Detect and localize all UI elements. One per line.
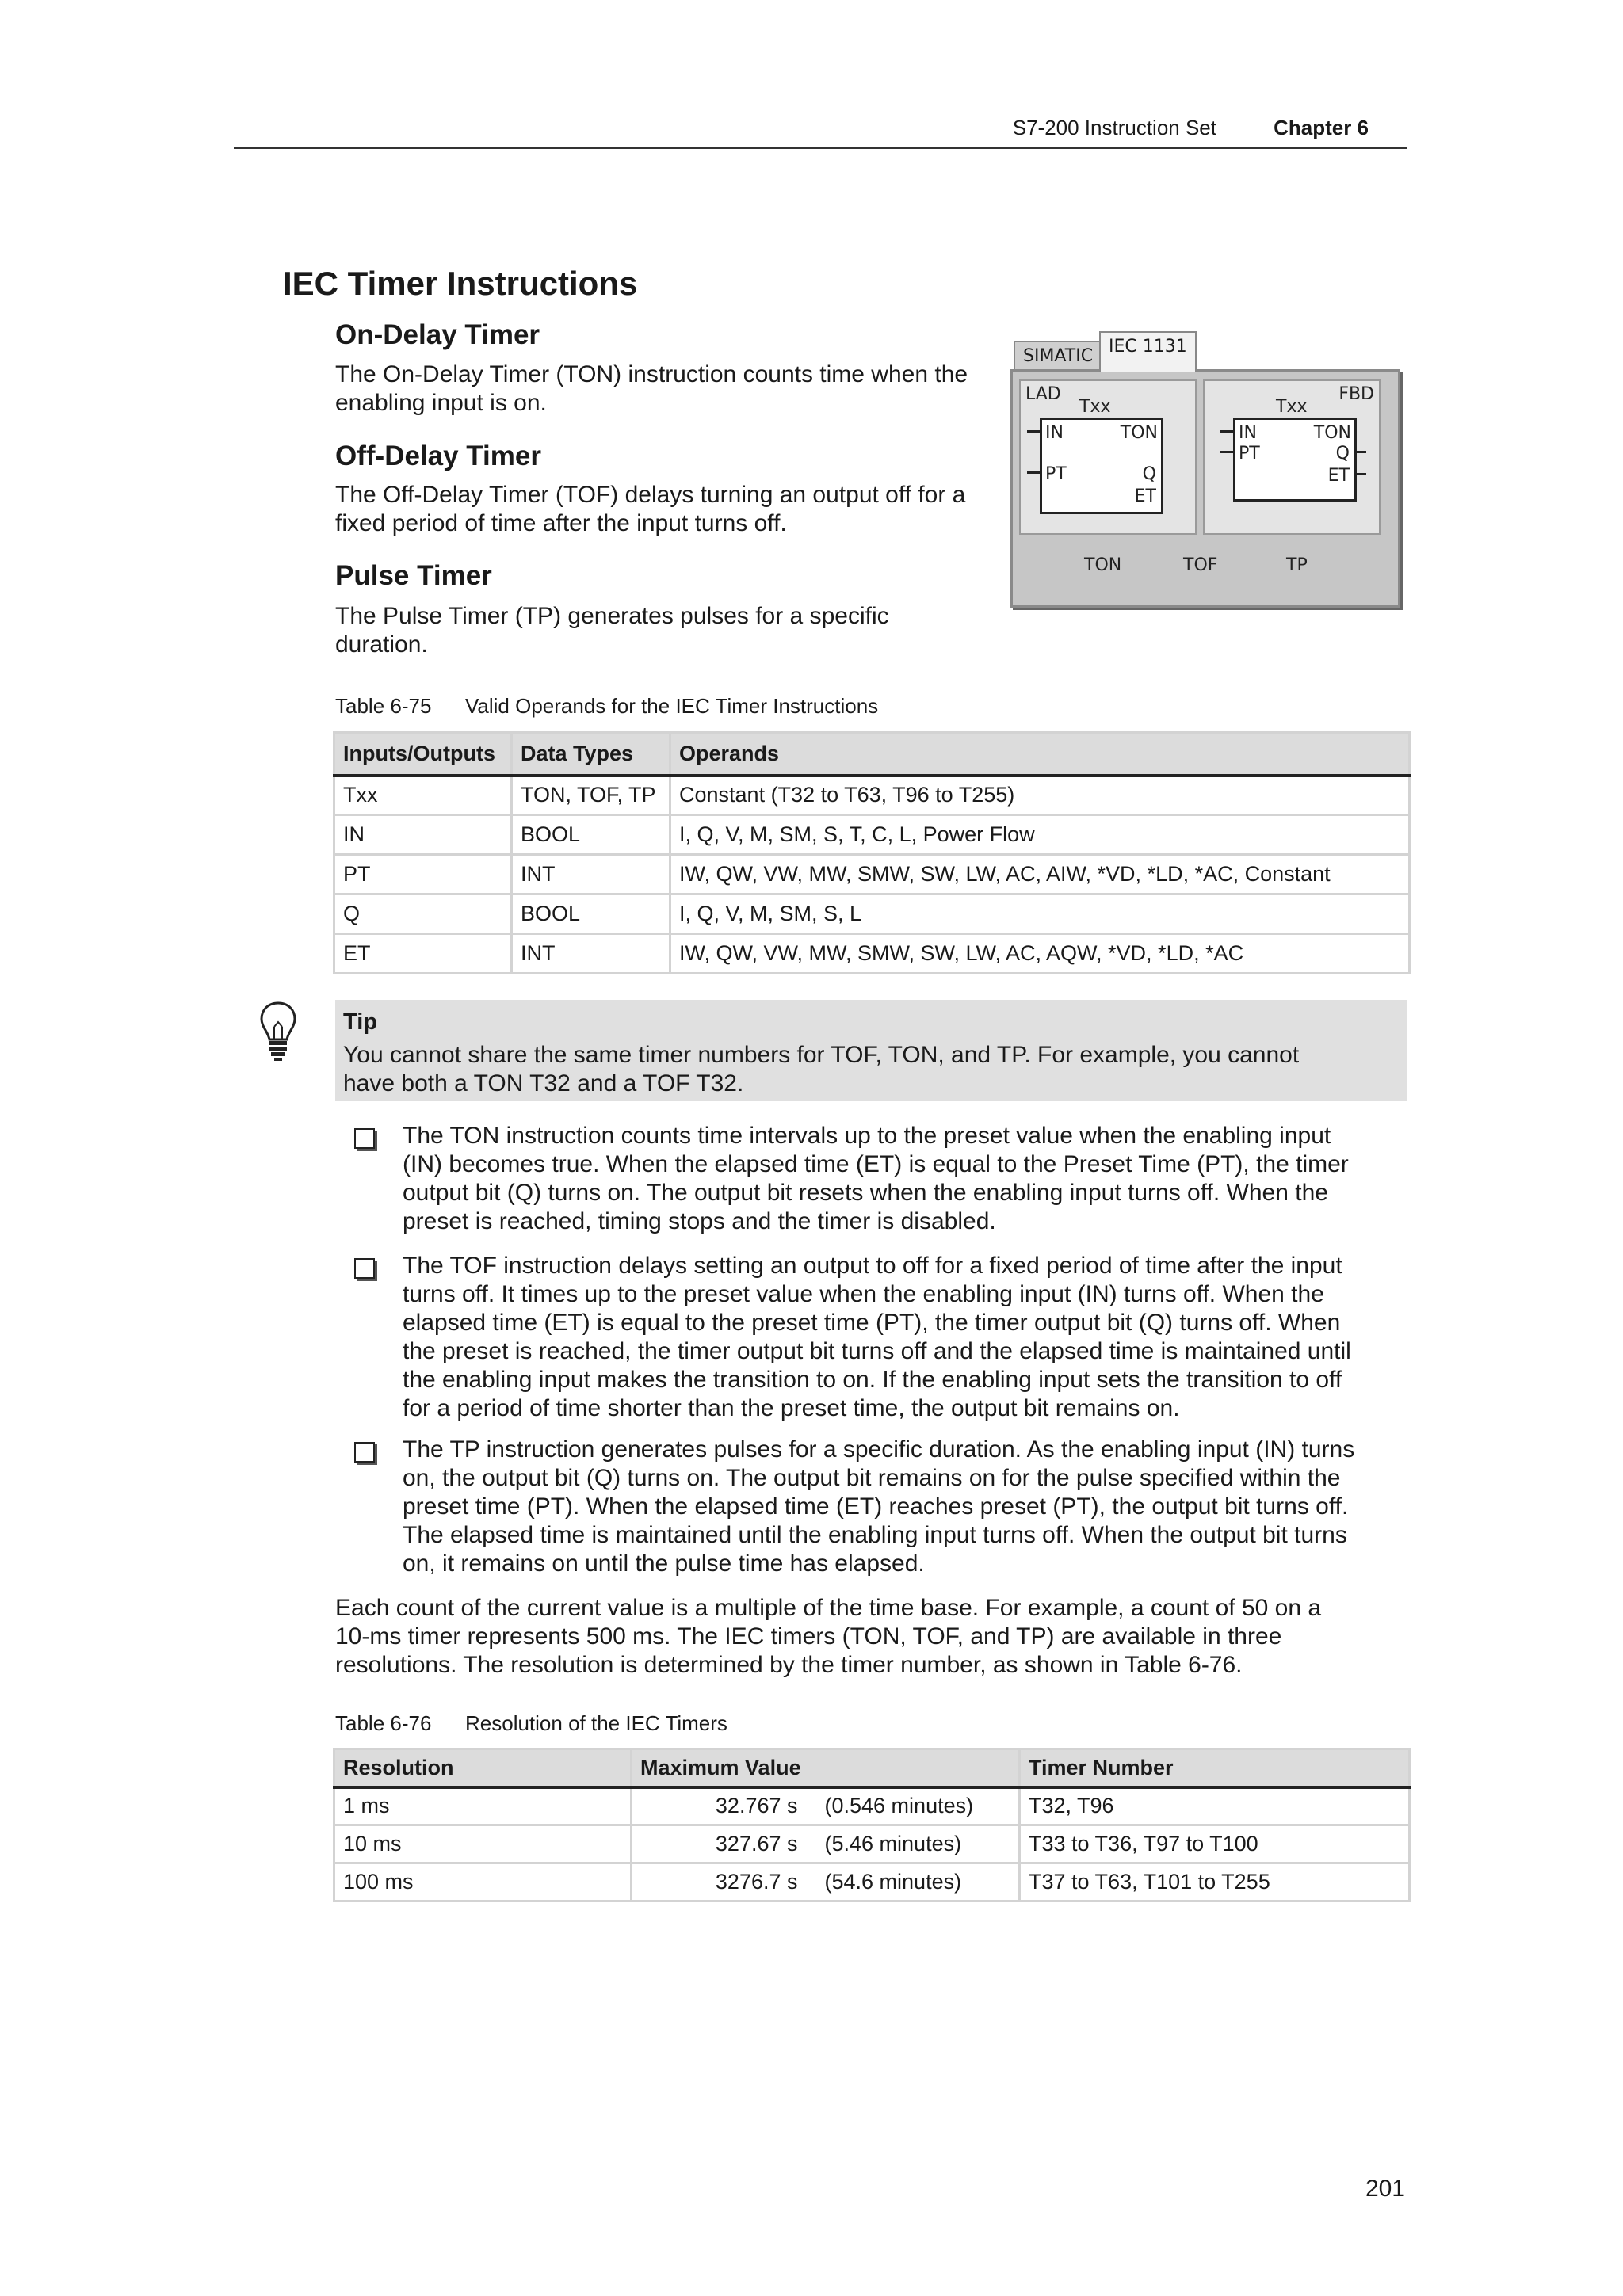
section-text-pulse: The Pulse Timer (TP) generates pulses for a specific duration. — [335, 603, 889, 658]
lad-timer-box — [1040, 418, 1163, 514]
table-cell: T37 to T63, T101 to T255 — [1020, 1863, 1410, 1901]
fbd-timer-box — [1233, 418, 1357, 502]
table-cell: IN — [334, 815, 512, 855]
header-section: S7-200 Instruction Set — [1012, 116, 1216, 139]
lad-type: TON — [1120, 423, 1158, 443]
page-title: IEC Timer Instructions — [283, 265, 638, 302]
table-cell: T33 to T36, T97 to T100 — [1020, 1825, 1410, 1863]
section-text-on-delay: The On-Delay Timer (TON) instruction counts time when the enabling input is on. — [335, 361, 968, 416]
operands-table — [333, 731, 1411, 974]
bullet-checkbox-icon — [354, 1128, 375, 1149]
lad-pin-pt: PT — [1045, 464, 1067, 484]
lad-wire-in — [1027, 430, 1040, 433]
table-cell: IW, QW, VW, MW, SMW, SW, LW, AC, AQW, *VD, *LD, *AC — [670, 934, 1410, 974]
fbd-wire-in — [1220, 430, 1233, 433]
table-cell: 3276.7 s — [632, 1863, 806, 1901]
tip-title: Tip — [343, 1009, 377, 1035]
fbd-timer-name: Txx — [1276, 397, 1308, 417]
bullet-ton: The TON instruction counts time intervals up to the preset value when the enabling input (IN) becomes true. When the elapsed time (ET) is equal to the Preset Time (PT), the timer output bit (Q) turns on. The output bit resets when the enabling input turns off. When the preset is reached, timing stops and the timer is disabled. — [403, 1123, 1349, 1234]
section-heading-off-delay: Off-Delay Timer — [335, 441, 541, 471]
palette-panel — [1010, 369, 1400, 608]
lad-pin-et: ET — [1134, 486, 1156, 506]
table-header-cell: Inputs/Outputs — [334, 733, 512, 776]
instruction-palette — [1010, 331, 1399, 605]
table2-caption: Table 6-76 Resolution of the IEC Timers — [335, 1711, 727, 1735]
table-header-cell: Operands — [670, 733, 1410, 776]
bullet-tof: The TOF instruction delays setting an output to off for a fixed period of time after the input turns off. It times up to the preset value when the enabling input (IN) turns off. When the elapsed time (ET) is equal to the preset time (PT), the timer output bit (Q) turns off. When the preset is reached, the timer output bit turns off and the elapsed time is maintained until the enabling input makes the transition to on. If the enabling input sets the transition to off for a period of time shorter than the preset time, the output bit remains on. — [403, 1253, 1351, 1421]
table-cell: 327.67 s — [632, 1825, 806, 1863]
table-cell: INT — [512, 934, 670, 974]
table-cell: TON, TOF, TP — [512, 776, 670, 815]
table-row — [334, 894, 1410, 934]
table-cell: BOOL — [512, 815, 670, 855]
tab-simatic[interactable]: SIMATIC — [1014, 341, 1102, 372]
table-cell: BOOL — [512, 894, 670, 934]
table-cell: Txx — [334, 776, 512, 815]
table-cell: Q — [334, 894, 512, 934]
lightbulb-icon — [258, 1000, 298, 1063]
table-cell: IW, QW, VW, MW, SMW, SW, LW, AC, AIW, *VD, *LD, *AC, Constant — [670, 855, 1410, 894]
section-text-off-delay: The Off-Delay Timer (TOF) delays turning an output off for a fixed period of time after the input turns off. — [335, 482, 966, 536]
table-cell: 32.767 s — [632, 1787, 806, 1825]
bullet-tp: The TP instruction generates pulses for a specific duration. As the enabling input (IN) turns on, the output bit (Q) turns on. The output bit remains on for the pulse specified within the preset time (PT). When the elapsed time (ET) reaches preset (PT), the output bit turns off. The elapsed time is maintained until the enabling input turns off. When the output bit turns on, it remains on until the pulse time has elapsed. — [403, 1436, 1355, 1577]
table-cell: (54.6 minutes) — [806, 1863, 1020, 1901]
lad-pin-q: Q — [1142, 464, 1156, 484]
fbd-wire-q — [1354, 451, 1366, 453]
table-row — [334, 1825, 1410, 1863]
fbd-pin-pt: PT — [1239, 444, 1260, 463]
table-cell: ET — [334, 934, 512, 974]
tab-iec-1131[interactable]: IEC 1131 — [1099, 331, 1197, 372]
table-cell: 100 ms — [334, 1863, 632, 1901]
resolution-paragraph: Each count of the current value is a multiple of the time base. For example, a count of 50 on a 10-ms timer represents 500 ms. The IEC timers (TON, TOF, and TP) are available in three resolutions. The resolution is determined by the timer number, as shown in Table 6-76. — [335, 1595, 1322, 1678]
tip-box — [335, 1000, 1407, 1101]
table-cell: PT — [334, 855, 512, 894]
table1-caption: Table 6-75 Valid Operands for the IEC Timer Instructions — [335, 694, 879, 718]
lad-pin-in: IN — [1045, 423, 1064, 443]
fbd-view[interactable] — [1203, 379, 1381, 535]
table-row — [334, 1863, 1410, 1901]
table-cell: (5.46 minutes) — [806, 1825, 1020, 1863]
section-heading-on-delay: On-Delay Timer — [335, 319, 540, 350]
table-row — [334, 855, 1410, 894]
lad-wire-pt — [1027, 471, 1040, 474]
table-header-cell: Timer Number — [1020, 1749, 1410, 1787]
table-cell: Constant (T32 to T63, T96 to T255) — [670, 776, 1410, 815]
fbd-wire-et — [1354, 473, 1366, 475]
page-header — [234, 113, 1407, 149]
table-cell: I, Q, V, M, SM, S, L — [670, 894, 1410, 934]
table-header-cell: Maximum Value — [632, 1749, 1020, 1787]
fbd-type: TON — [1313, 423, 1351, 443]
table-cell: (0.546 minutes) — [806, 1787, 1020, 1825]
bullet-checkbox-icon — [354, 1258, 375, 1279]
table-row — [334, 934, 1410, 974]
table-cell: T32, T96 — [1020, 1787, 1410, 1825]
fbd-wire-pt — [1220, 451, 1233, 453]
table-header-row — [334, 733, 1410, 776]
fbd-pin-in: IN — [1239, 423, 1257, 443]
header-chapter: Chapter 6 — [1274, 116, 1369, 139]
bullet-checkbox-icon — [354, 1442, 375, 1463]
fbd-label: FBD — [1338, 384, 1374, 404]
table-row — [334, 815, 1410, 855]
lad-view[interactable] — [1019, 379, 1197, 535]
page-number: 201 — [1365, 2176, 1405, 2202]
table-header-cell: Resolution — [334, 1749, 632, 1787]
section-heading-pulse: Pulse Timer — [335, 560, 492, 591]
table-row — [334, 776, 1410, 815]
table-cell: 1 ms — [334, 1787, 632, 1825]
table-cell: I, Q, V, M, SM, S, T, C, L, Power Flow — [670, 815, 1410, 855]
table-header-row — [334, 1749, 1410, 1787]
table-header-cell: Data Types — [512, 733, 670, 776]
resolution-table — [333, 1748, 1411, 1902]
fbd-pin-et: ET — [1327, 466, 1350, 486]
palette-button-tof[interactable]: TOF — [1183, 555, 1218, 575]
lad-label: LAD — [1025, 384, 1061, 404]
table-row — [334, 1787, 1410, 1825]
fbd-pin-q: Q — [1335, 444, 1350, 463]
table-cell: INT — [512, 855, 670, 894]
lad-timer-name: Txx — [1079, 397, 1111, 417]
table-cell: 10 ms — [334, 1825, 632, 1863]
palette-button-tp[interactable]: TP — [1286, 555, 1308, 575]
tip-text: You cannot share the same timer numbers for TOF, TON, and TP. For example, you cannot have both a TON T32 and a TOF T32. — [343, 1042, 1300, 1097]
palette-button-ton[interactable]: TON — [1084, 555, 1122, 575]
